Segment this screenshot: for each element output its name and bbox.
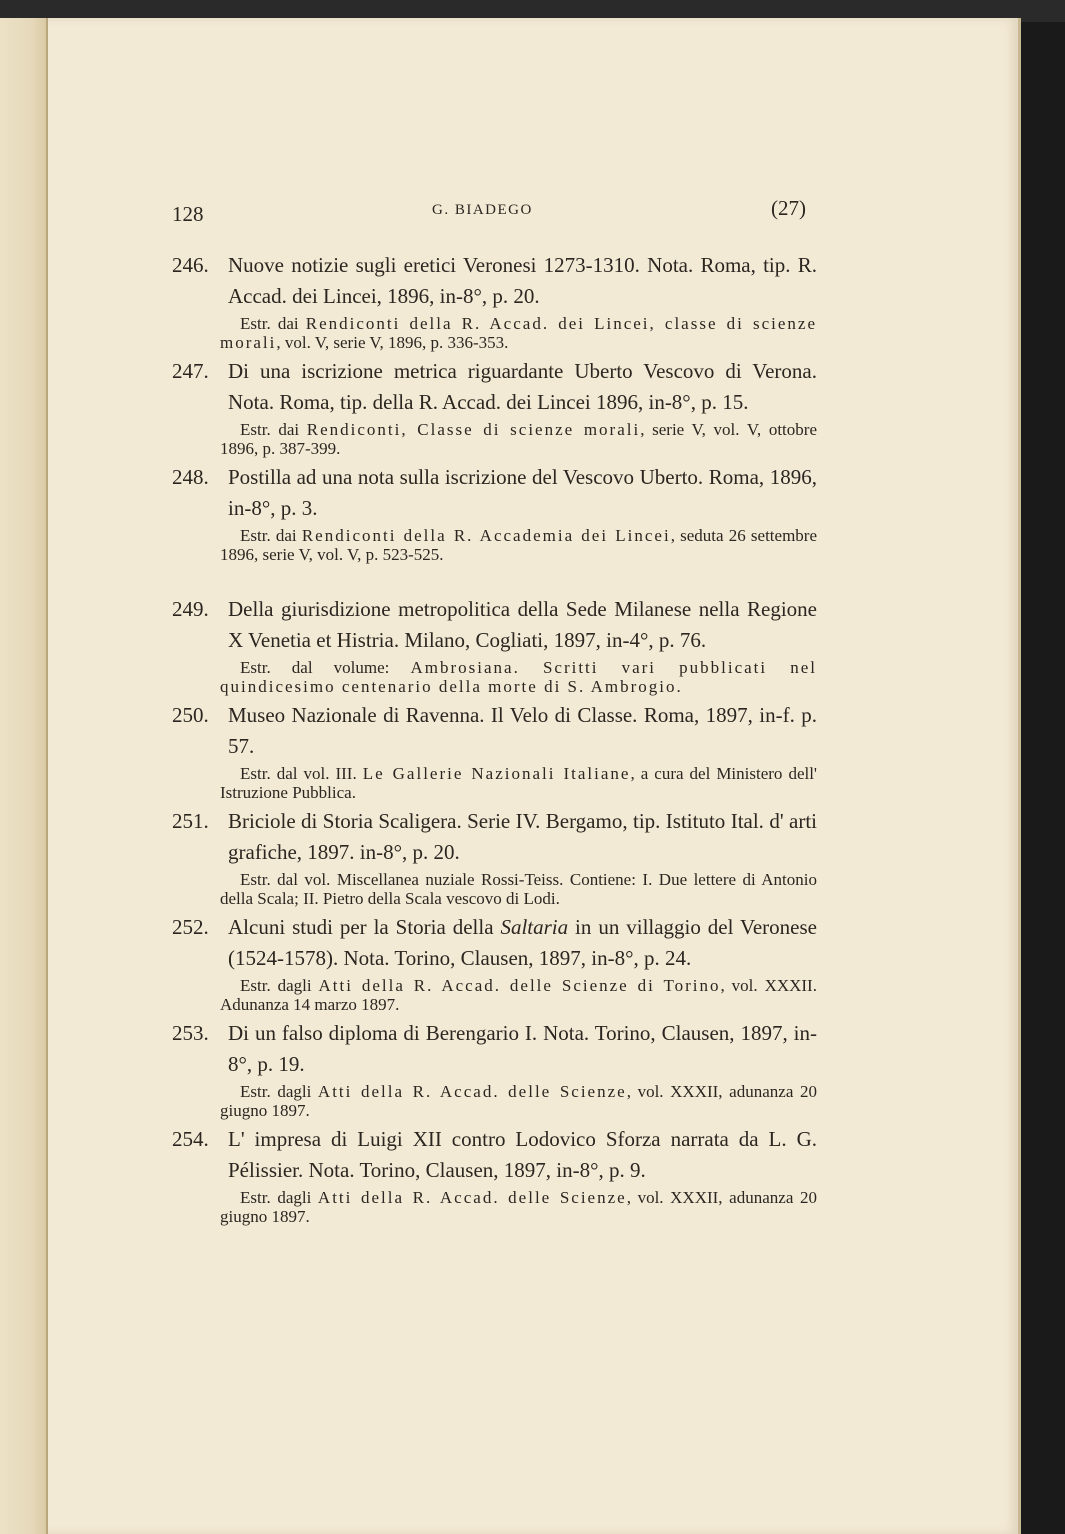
entry-title	[172, 594, 817, 656]
entry-extract-note	[172, 1082, 817, 1120]
entry-title	[172, 250, 817, 312]
extract-source: Atti della R. Accad. delle Scienze	[317, 1188, 627, 1207]
entry-title-text: Museo Nazionale di Ravenna. Il Velo di Classe. Roma, 1897, in-f. p. 57.	[228, 703, 817, 758]
entry-title	[172, 806, 817, 868]
bibliography-entry-248	[172, 462, 817, 564]
bibliography-list	[172, 250, 817, 1230]
entry-title-text: Briciole di Storia Scaligera. Serie IV. Bergamo, tip. Istituto Ital. d' arti grafiche, 1897. in-8°, p. 20.	[228, 809, 817, 864]
entry-title	[172, 356, 817, 418]
entry-title-text: L' impresa di Luigi XII contro Lodovico Sforza narrata da L. G. Pélissier. Nota. Torino, Clausen, 1897, in-8°, p. 9.	[228, 1127, 817, 1182]
entry-extract-note	[172, 314, 817, 352]
entry-title-text: Della giurisdizione metropolitica della Sede Milanese nella Regione X Venetia et Histria. Milano, Cogliati, 1897, in-4°, p. 76.	[228, 597, 817, 652]
bibliography-entry-249	[172, 594, 817, 696]
extract-prefix: Estr. dal vol. III.	[240, 764, 363, 783]
extract-prefix: Estr. dai	[240, 314, 306, 333]
page-binding-edge	[0, 18, 48, 1534]
extract-suffix: , vol. XXXII, adunanza 20 giugno 1897.	[220, 1082, 817, 1120]
entry-title	[172, 1018, 817, 1080]
extract-suffix: , a cura del Ministero dell' Istruzione Pubblica.	[220, 764, 817, 802]
bibliography-entry-251	[172, 806, 817, 908]
entry-number: 248.	[172, 465, 209, 489]
bibliography-entry-254	[172, 1124, 817, 1226]
entry-number: 249.	[172, 597, 209, 621]
entry-extract-note	[172, 870, 817, 908]
extract-prefix: Estr. dagli	[240, 976, 319, 995]
running-author: G. BIADEGO	[432, 202, 533, 218]
entry-title-text: Di una iscrizione metrica riguardante Uberto Vescovo di Verona. Nota. Roma, tip. della R. Accad. dei Lincei 1896, in-8°, p. 15.	[228, 359, 817, 414]
bibliography-entry-247	[172, 356, 817, 458]
extract-source: Rendiconti della R. Accademia dei Lincei	[301, 526, 671, 545]
entry-extract-note	[172, 1188, 817, 1226]
entry-title-text: Nuove notizie sugli eretici Veronesi 1273-1310. Nota. Roma, tip. R. Accad. dei Lincei, 1896, in-8°, p. 20.	[228, 253, 817, 308]
entry-title-text-rest: in un villaggio del Veronese (1524-1578). Nota. Torino, Clausen, 1897, in-8°, p. 24.	[228, 915, 817, 970]
extract-text: Estr. dal vol. Miscellanea nuziale Rossi-Teiss. Contiene: I. Due lettere di Antonio della Scala; II. Pietro della Scala vescovo di Lodi.	[220, 870, 817, 908]
entry-title	[172, 462, 817, 524]
extract-source: Atti della R. Accad. delle Scienze	[317, 1082, 627, 1101]
extract-prefix: Estr. dal volume:	[240, 658, 411, 677]
extract-suffix: , serie V, vol. V, ottobre 1896, p. 387-399.	[220, 420, 817, 458]
entry-title-text: Di un falso diploma di Berengario I. Nota. Torino, Clausen, 1897, in-8°, p. 19.	[228, 1021, 817, 1076]
entry-number: 251.	[172, 809, 209, 833]
entry-number: 253.	[172, 1021, 209, 1045]
extract-prefix: Estr. dai	[240, 526, 302, 545]
entry-title-text: Alcuni studi per la Storia della	[228, 915, 501, 939]
running-header	[172, 196, 812, 228]
entry-extract-note	[172, 658, 817, 696]
entry-extract-note	[172, 976, 817, 1014]
bibliography-entry-253	[172, 1018, 817, 1120]
entry-number: 250.	[172, 703, 209, 727]
extract-suffix: .	[676, 677, 681, 696]
extract-source: Rendiconti della R. Accad. dei Lincei, classe di scienze morali	[220, 314, 817, 352]
entry-extract-note	[172, 526, 817, 564]
extract-suffix: , seduta 26 settembre 1896, serie V, vol. V, p. 523-525.	[220, 526, 817, 564]
entry-title	[172, 700, 817, 762]
entry-number: 254.	[172, 1127, 209, 1151]
extract-source: Ambrosiana. Scritti vari pubblicati nel quindicesimo centenario della morte di S. Ambrogio	[220, 658, 817, 696]
bibliography-entry-246	[172, 250, 817, 352]
extract-suffix: , vol. XXXII, adunanza 20 giugno 1897.	[220, 1188, 817, 1226]
extract-source: Rendiconti, Classe di scienze morali	[306, 420, 641, 439]
extract-prefix: Estr. dagli	[240, 1082, 318, 1101]
extract-prefix: Estr. dai	[240, 420, 307, 439]
bibliography-entry-252	[172, 912, 817, 1014]
entry-title-italic: Saltaria	[500, 915, 569, 939]
entry-extract-note	[172, 420, 817, 458]
extract-suffix: , vol. V, serie V, 1896, p. 336-353.	[276, 333, 509, 352]
bibliography-entry-250	[172, 700, 817, 802]
section-number: (27)	[771, 196, 806, 220]
entry-title	[172, 1124, 817, 1186]
entry-title-text: Postilla ad una nota sulla iscrizione del Vescovo Uberto. Roma, 1896, in-8°, p. 3.	[228, 465, 817, 520]
entry-number: 246.	[172, 253, 209, 277]
entry-extract-note	[172, 764, 817, 802]
entry-number: 252.	[172, 915, 209, 939]
entry-title	[172, 912, 817, 974]
extract-prefix: Estr. dagli	[240, 1188, 318, 1207]
entry-number: 247.	[172, 359, 209, 383]
extract-source: Atti della R. Accad. delle Scienze di Torino	[318, 976, 721, 995]
extract-source: Le Gallerie Nazionali Italiane	[362, 764, 631, 783]
page-number: 128	[172, 202, 204, 226]
extract-suffix: , vol. XXXII. Adunanza 14 marzo 1897.	[220, 976, 817, 1014]
